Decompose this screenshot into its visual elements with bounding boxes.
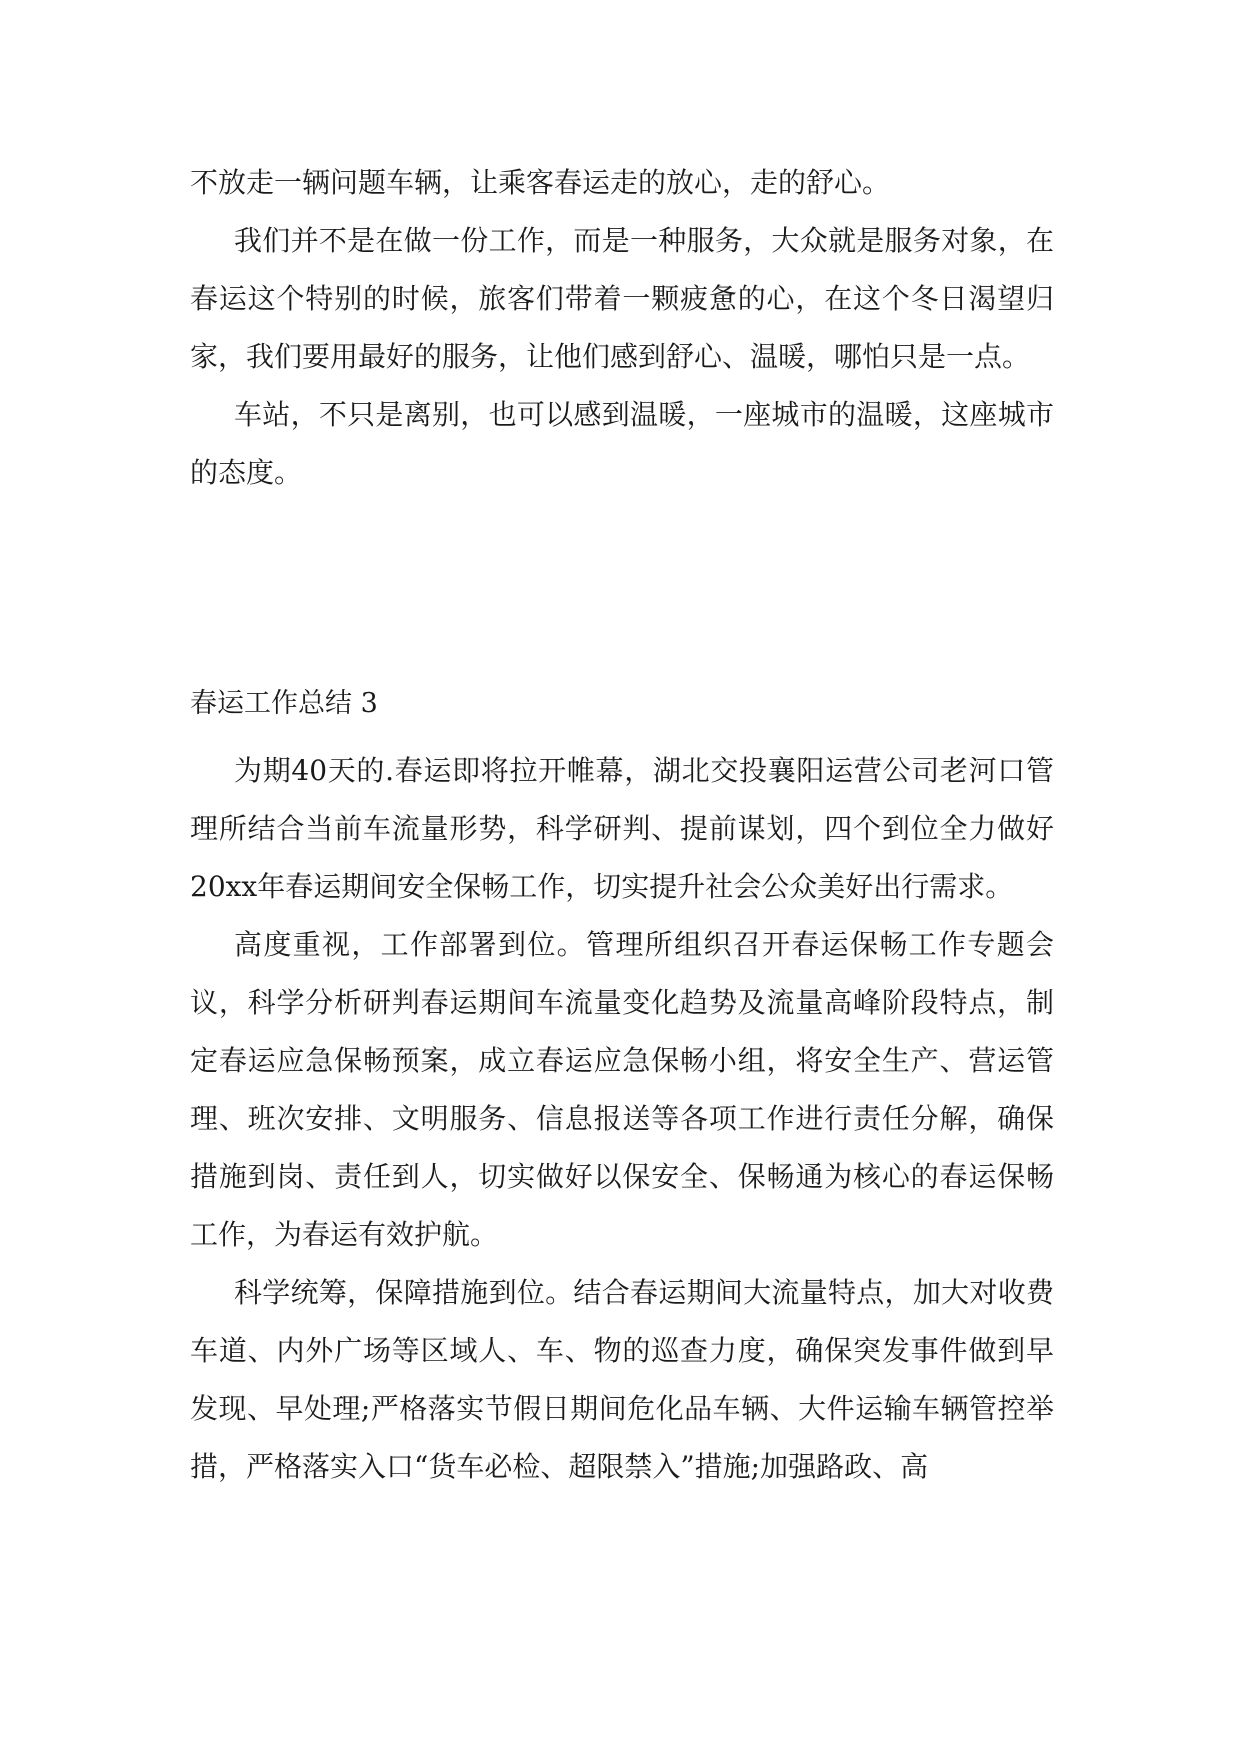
paragraph-service: 我们并不是在做一份工作，而是一种服务，大众就是服务对象，在春运这个特别的时候，旅客们带着一颗疲惫的心，在这个冬日渴望归家，我们要用最好的服务，让他们感到舒心、温暖，哪怕只是一点。 xyxy=(190,224,1054,373)
top-section xyxy=(190,154,1054,502)
paragraph-deployment: 高度重视，工作部署到位。管理所组织召开春运保畅工作专题会议，科学分析研判春运期间车流量变化趋势及流量高峰阶段特点，制定春运应急保畅预案，成立春运应急保畅小组，将安全生产、营运管理、班次安排、文明服务、信息报送等各项工作进行责任分解，确保措施到岗、责任到人，切实做好以保安全、保畅通为核心的春运保畅工作，为春运有效护航。 xyxy=(190,928,1054,1251)
paragraph-measures: 科学统筹，保障措施到位。结合春运期间大流量特点，加大对收费车道、内外广场等区域人、车、物的巡查力度，确保突发事件做到早发现、早处理;严格落实节假日期间危化品车辆、大件运输车辆管控举措，严格落实入口“货车必检、超限禁入”措施;加强路政、高 xyxy=(190,1276,1054,1483)
section-heading: 春运工作总结 3 xyxy=(190,688,378,719)
paragraph-continuation: 不放走一辆问题车辆，让乘客春运走的放心，走的舒心。 xyxy=(190,166,891,199)
paragraph-station: 车站，不只是离别，也可以感到温暖，一座城市的温暖，这座城市的态度。 xyxy=(190,398,1054,489)
paragraph-intro: 为期40天的.春运即将拉开帷幕，湖北交投襄阳运营公司老河口管理所结合当前车流量形势，科学研判、提前谋划，四个到位全力做好20xx年春运期间安全保畅工作，切实提升社会公众美好出行需求。 xyxy=(190,754,1054,903)
bottom-section xyxy=(190,742,1054,1496)
